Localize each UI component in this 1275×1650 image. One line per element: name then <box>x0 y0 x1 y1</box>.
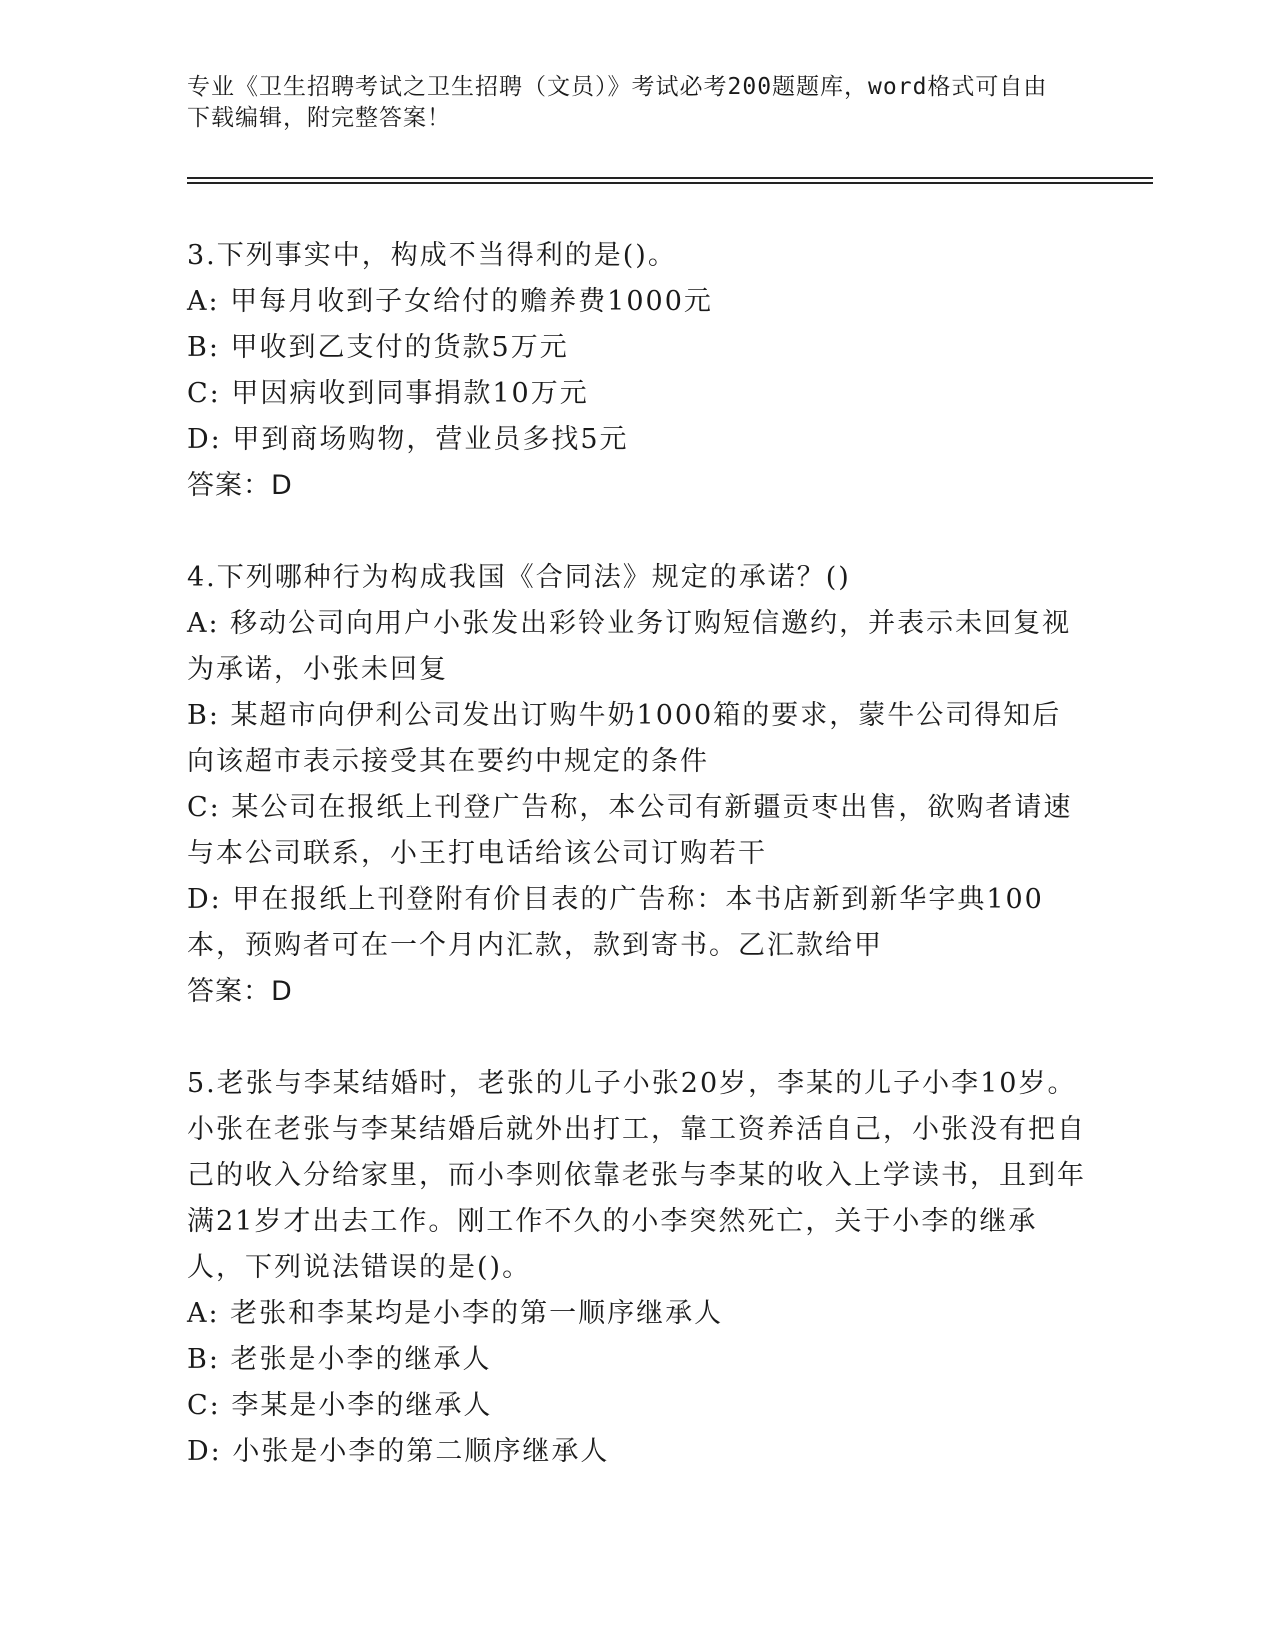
document-header: 专业《卫生招聘考试之卫生招聘（文员）》考试必考200题题库，word格式可自由下载编辑，附完整答案！ <box>187 74 1048 131</box>
option-a: A: 甲每月收到子女给付的赡养费1000元 <box>187 286 713 317</box>
option-c: C: 李某是小李的继承人 <box>187 1390 493 1421</box>
option-c: C: 某公司在报纸上刊登广告称，本公司有新疆贡枣出售，欲购者请速与本公司联系，小王打电话给该公司订购若干 <box>187 792 1073 869</box>
option-b: B: 甲收到乙支付的货款5万元 <box>187 332 569 363</box>
question-3 <box>187 233 1087 509</box>
option-d: D: 甲在报纸上刊登附有价目表的广告称：本书店新到新华字典100本，预购者可在一个月内汇款，款到寄书。乙汇款给甲 <box>187 884 1044 961</box>
option-c: C: 甲因病收到同事捐款10万元 <box>187 378 589 409</box>
option-a: A: 移动公司向用户小张发出彩铃业务订购短信邀约，并表示未回复视为承诺，小张未回复 <box>187 608 1072 685</box>
option-d: D: 小张是小李的第二顺序继承人 <box>187 1436 610 1467</box>
question-5 <box>187 1061 1087 1475</box>
question-stem: 4.下列哪种行为构成我国《合同法》规定的承诺？() <box>187 562 851 593</box>
option-b: B: 老张是小李的继承人 <box>187 1344 492 1375</box>
option-a: A: 老张和李某均是小李的第一顺序继承人 <box>187 1298 724 1329</box>
answer-line: 答案：D <box>187 976 293 1007</box>
question-stem: 5.老张与李某结婚时，老张的儿子小张20岁，李某的儿子小李10岁。小张在老张与李某结婚后就外出打工，靠工资养活自己，小张没有把自己的收入分给家里，而小李则依靠老张与李某的收入上学读书，且到年满21岁才出去工作。刚工作不久的小李突然死亡，关于小李的继承人，下列说法错误的是()。 <box>187 1068 1086 1283</box>
header-divider-bottom <box>187 182 1153 184</box>
question-stem: 3.下列事实中，构成不当得利的是()。 <box>187 240 677 271</box>
header-divider-top <box>187 177 1153 179</box>
question-4 <box>187 555 1087 1015</box>
answer-line: 答案：D <box>187 470 293 501</box>
option-d: D: 甲到商场购物，营业员多找5元 <box>187 424 629 455</box>
question-list <box>187 233 1087 1521</box>
option-b: B: 某超市向伊利公司发出订购牛奶1000箱的要求，蒙牛公司得知后向该超市表示接受其在要约中规定的条件 <box>187 700 1062 777</box>
